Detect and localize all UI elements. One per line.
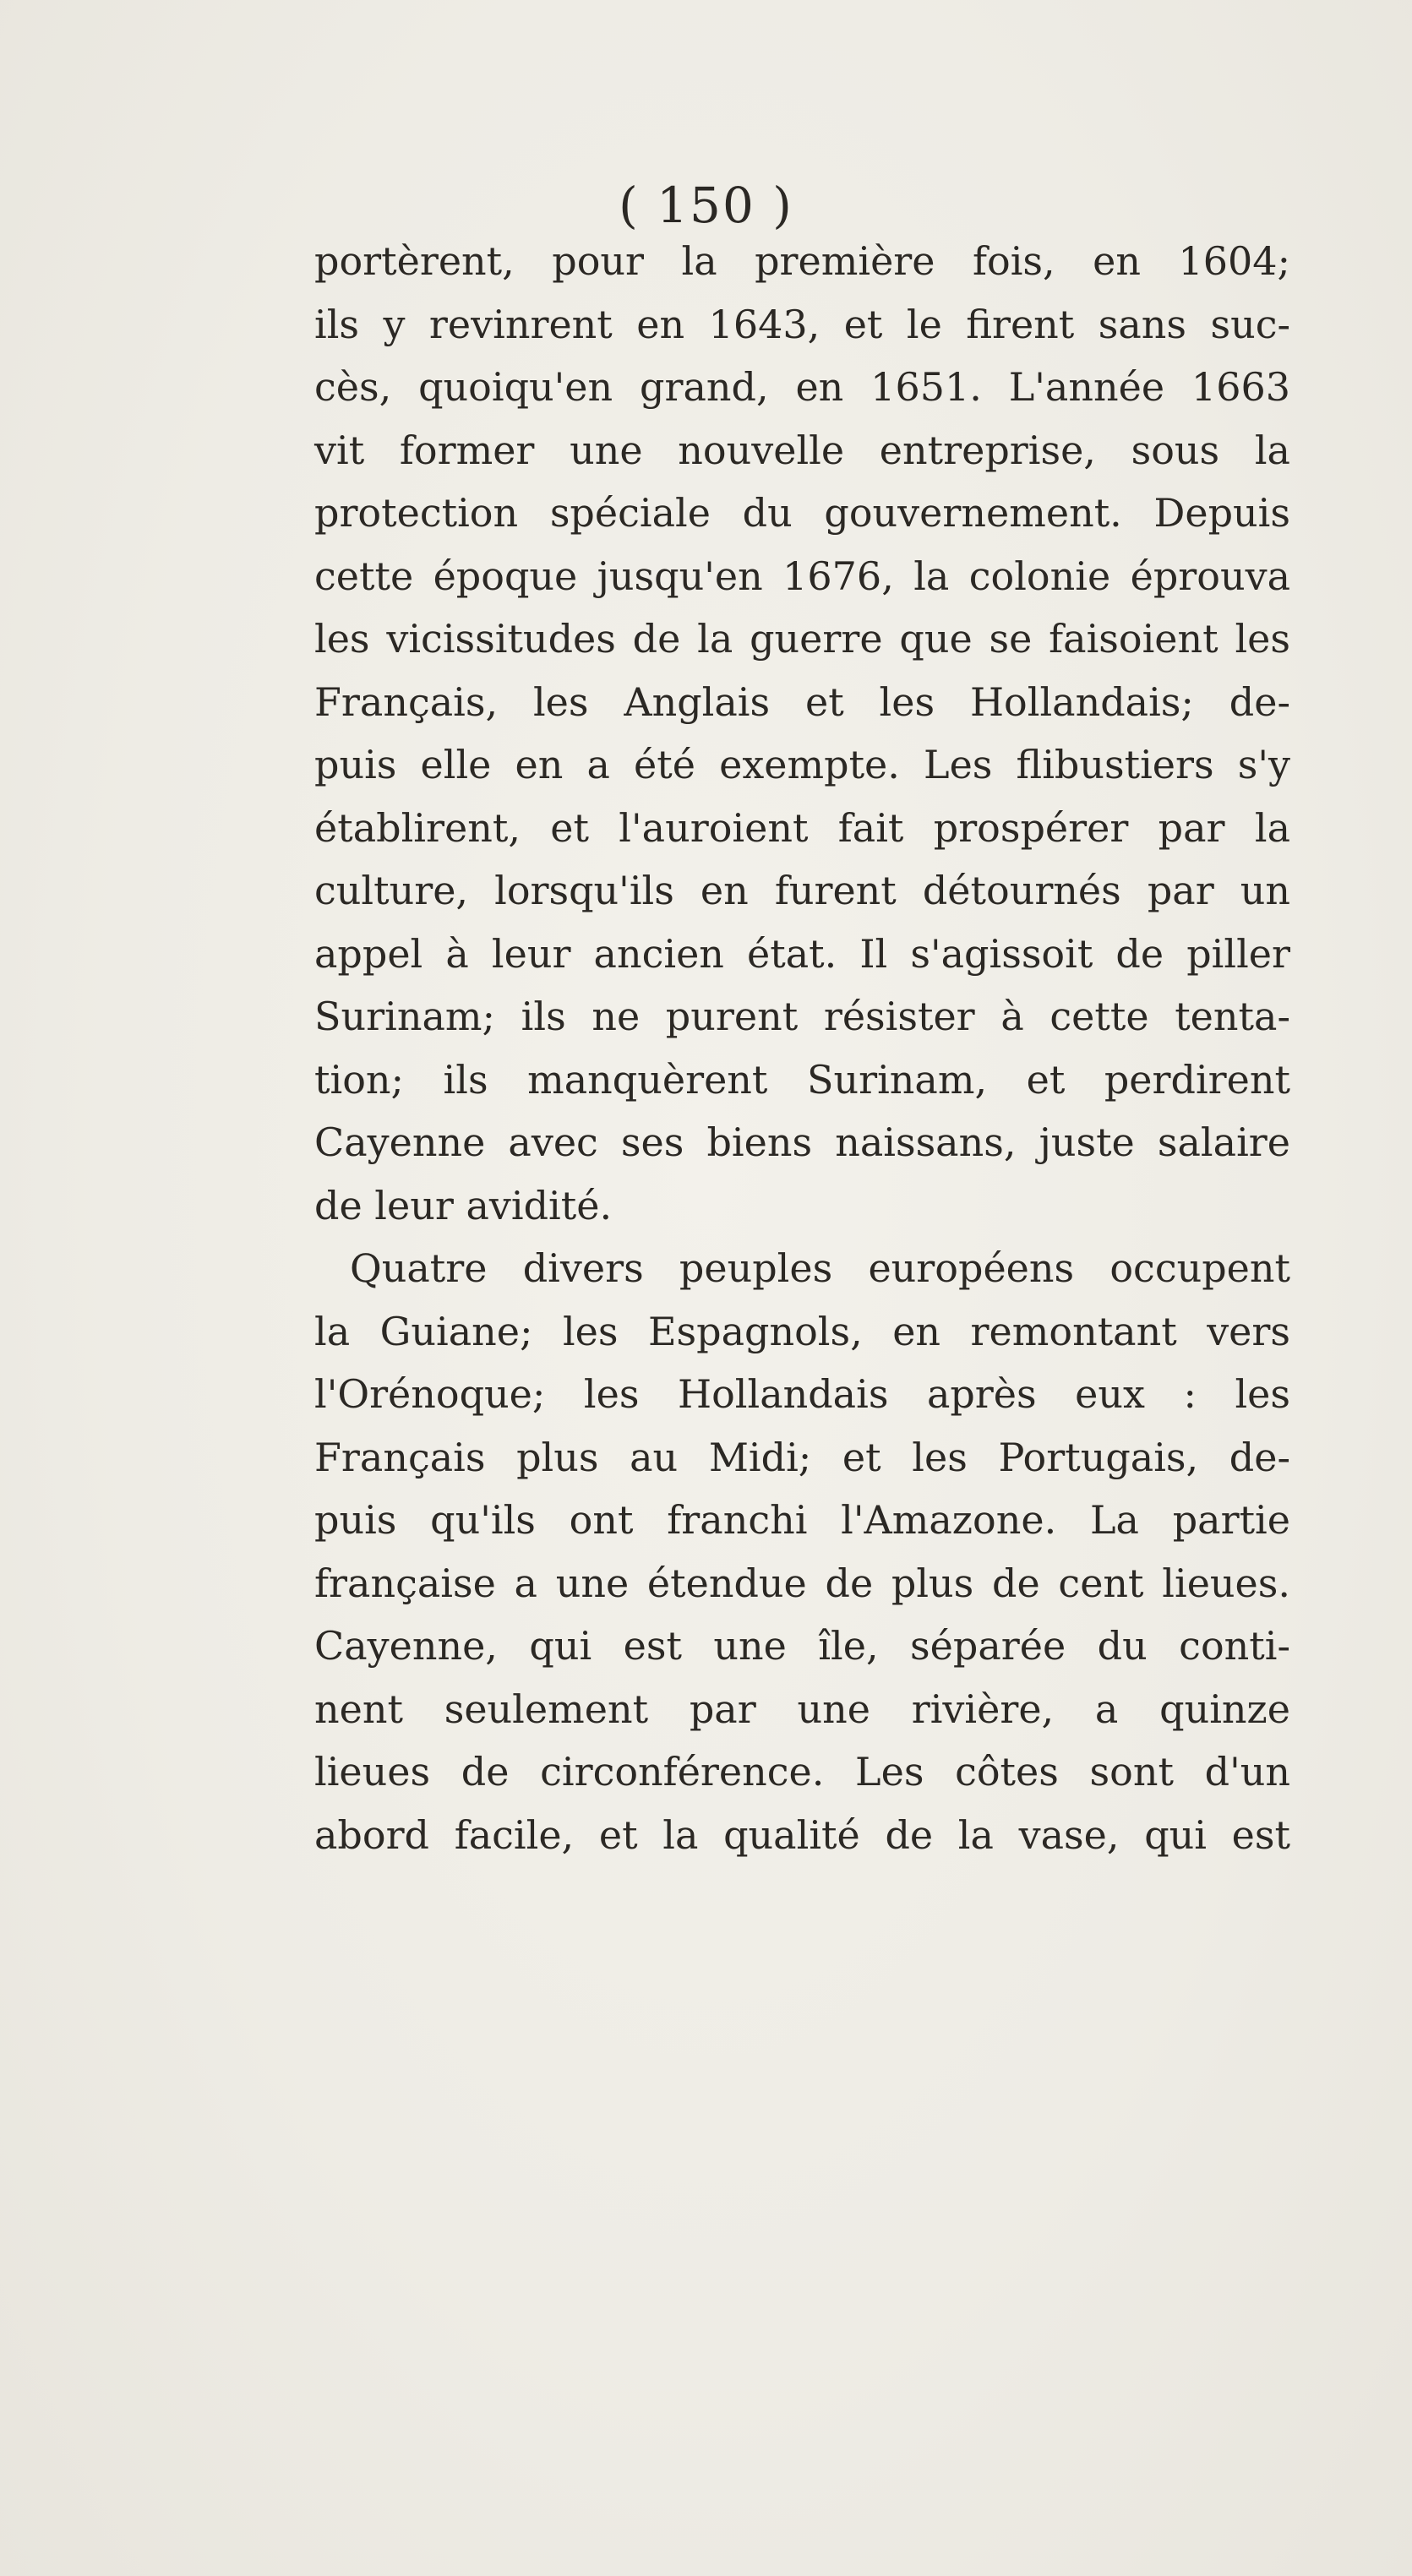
text-line: Cayenne avec ses biens naissans, juste salaire [314, 1119, 1290, 1165]
text-line: abord facile, et la qualité de la vase, qui est [314, 1811, 1290, 1858]
text-line: Quatre divers peuples européens occupent [350, 1245, 1290, 1291]
text-line: protection spéciale du gouvernement. Depuis [314, 490, 1290, 536]
text-line: nent seulement par une rivière, a quinze [314, 1686, 1290, 1732]
text-line: puis elle en a été exempte. Les flibustiers s'y [314, 742, 1290, 787]
text-line: cès, quoiqu'en grand, en 1651. L'année 1663 [314, 364, 1290, 410]
text-line: puis qu'ils ont franchi l'Amazone. La partie [314, 1497, 1290, 1543]
text-line: portèrent, pour la première fois, en 1604; [314, 238, 1290, 284]
text-line: vit former une nouvelle entreprise, sous la [314, 427, 1290, 473]
text-line: Français, les Anglais et les Hollandais; de- [314, 678, 1290, 725]
text-line: cette époque jusqu'en 1676, la colonie éprouva [314, 553, 1290, 599]
text-line: ils y revinrent en 1643, et le firent sans suc- [314, 301, 1290, 347]
text-line: l'Orénoque; les Hollandais après eux : les [314, 1371, 1290, 1417]
text-line: lieues de circonférence. Les côtes sont d'un [314, 1749, 1290, 1794]
page-text [314, 230, 1290, 1866]
text-line: appel à leur ancien état. Il s'agissoit de piller [314, 930, 1290, 977]
text-line: tion; ils manquèrent Surinam, et perdirent [314, 1056, 1290, 1103]
text-line: les vicissitudes de la guerre que se faisoient les [314, 616, 1290, 662]
text-line: la Guiane; les Espagnols, en remontant vers [314, 1308, 1290, 1354]
text-line: Cayenne, qui est une île, séparée du conti- [314, 1623, 1290, 1669]
paragraph-1 [314, 230, 1290, 1237]
text-line: établirent, et l'auroient fait prospérer par la [314, 804, 1290, 851]
paragraph-2 [314, 1237, 1290, 1866]
text-line: culture, lorsqu'ils en furent détournés par un [314, 868, 1290, 913]
text-line: de leur avidité. [314, 1182, 613, 1228]
text-line: Français plus au Midi; et les Portugais, de- [314, 1434, 1290, 1480]
text-line: Surinam; ils ne purent résister à cette tenta- [314, 994, 1290, 1039]
page-number: ( 150 ) [619, 177, 793, 234]
text-line: française a une étendue de plus de cent lieues. [314, 1560, 1290, 1606]
